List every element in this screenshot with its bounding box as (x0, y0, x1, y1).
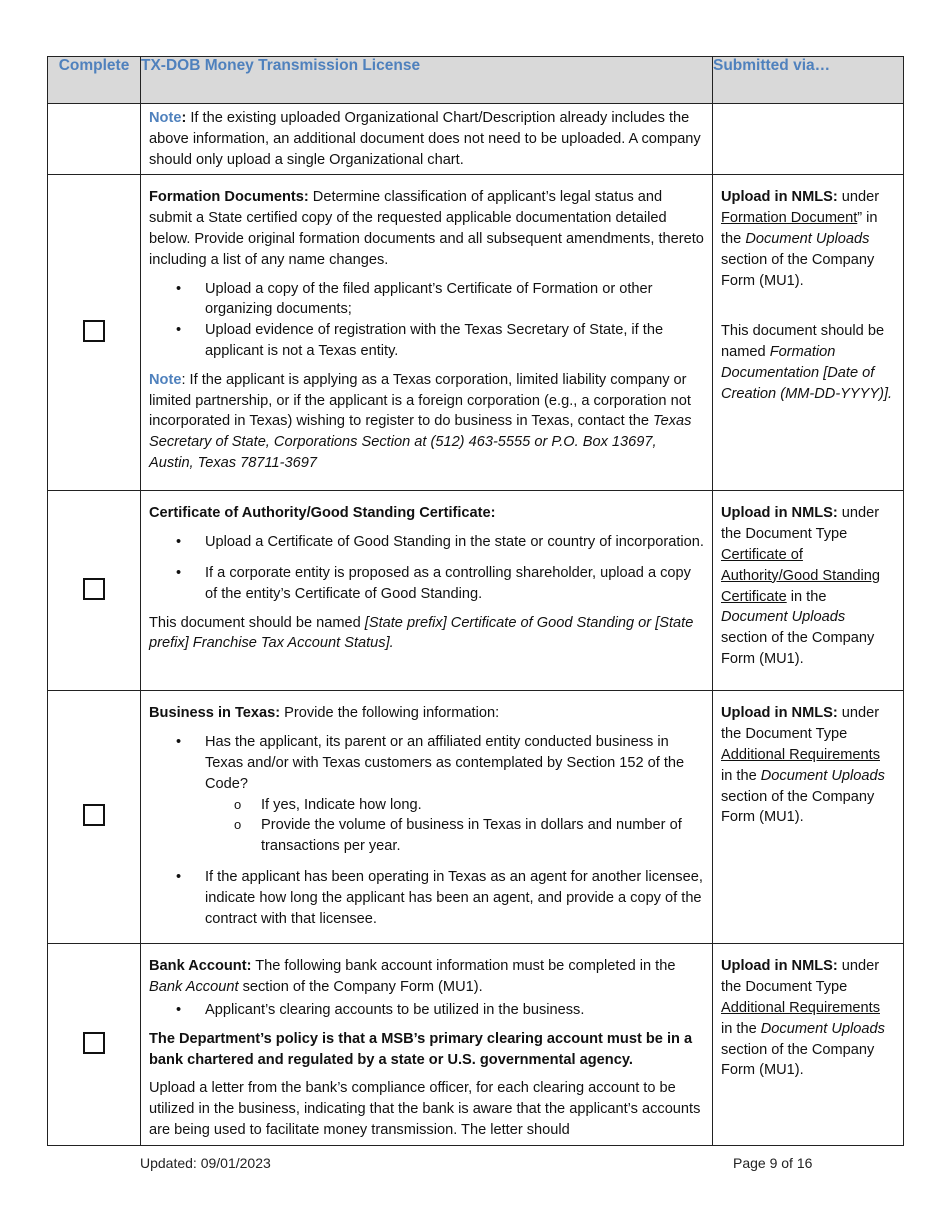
business-intro: Business in Texas: Provide the following information: (149, 705, 500, 722)
submitted-cell-empty (713, 104, 904, 175)
complete-cell (48, 691, 141, 944)
authority-bullet-list (149, 532, 704, 604)
header-complete: Complete (48, 57, 141, 104)
checkbox-bank-account[interactable] (83, 1032, 105, 1054)
list-item: • If the applicant has been operating in Texas as an agent for another licensee, indicate how long the applicant has been an agent, and provide a copy of the contract with that licensee. (149, 867, 704, 929)
list-item: o If yes, Indicate how long. (205, 795, 704, 816)
checkbox-business-in-texas[interactable] (83, 804, 105, 826)
submitted-via-cell (713, 175, 904, 491)
list-item: • Upload a copy of the filed applicant’s Certificate of Formation or other organizing documents; (149, 279, 704, 321)
list-item: o Provide the volume of business in Texas in dollars and number of transactions per year. (205, 815, 704, 857)
document-type-link[interactable]: Formation Document (721, 210, 858, 227)
document-type-link[interactable]: Additional Requirements (721, 999, 880, 1016)
footer-page-number: Page 9 of 16 (733, 1155, 813, 1171)
document-type-link[interactable]: Additional Requirements (721, 746, 880, 763)
document-naming-text: This document should be named Formation Documentation [Date of Creation (MM-DD-YYYY)]. (721, 323, 893, 402)
document-naming-text: This document should be named [State prefix] Certificate of Good Standing or [State prefix] Franchise Tax Account Status]. (149, 614, 694, 652)
submitted-via-cell (713, 491, 904, 691)
formation-intro: Formation Documents: Determine classification of applicant’s legal status and submit a State certified copy of the requested applicable documentation detailed below. Provide original formation documents and all subsequent amendments, thereto including a list of any name changes. (149, 189, 704, 268)
formation-bullet-list (149, 279, 704, 362)
table-header-row (48, 57, 904, 104)
business-bullet-list-2 (149, 867, 704, 929)
note-paragraph: Note: If the existing uploaded Organizational Chart/Description already includes the above information, an additional document does not need to be uploaded. A company should only upload a single Organizational chart. (149, 110, 701, 168)
list-item: • Upload evidence of registration with the Texas Secretary of State, if the applicant is not a Texas entity. (149, 320, 704, 362)
table-row-bank-account (48, 944, 904, 1145)
requirement-cell (141, 691, 713, 944)
note-label: Note (149, 371, 182, 388)
table-row-org-chart-note (48, 104, 904, 175)
requirements-table (47, 56, 904, 1146)
bank-intro: Bank Account: The following bank account information must be completed in the Bank Account section of the Company Form (MU1). (149, 958, 676, 996)
header-submitted-via: Submitted via… (713, 57, 904, 104)
complete-cell (48, 491, 141, 691)
bank-bullet-list (149, 1000, 704, 1021)
business-sub-list (205, 795, 704, 857)
footer-updated-date: Updated: 09/01/2023 (140, 1155, 271, 1171)
document-type-link[interactable]: Certificate of Authority/Good Standing Certificate (721, 546, 881, 605)
complete-cell-empty (48, 104, 141, 175)
formation-note: Note: If the applicant is applying as a Texas corporation, limited liability company or limited partnership, or if the applicant is a foreign corporation (e.g., a corporation not incorporated in Texas) wishing to register to do business in Texas, contact the Texas Secretary of State, Corporations Section at (512) 463-5555 or P.O. Box 13697, Austin, Texas 78711-3697 (149, 371, 692, 471)
complete-cell (48, 175, 141, 491)
table-row-certificate-of-authority (48, 491, 904, 691)
submitted-via-text: Upload in NMLS: under Formation Document” in the Document Uploads section of the Company Form (MU1). (721, 189, 880, 289)
formation-title: Formation Documents: (149, 189, 309, 206)
list-item: • Applicant’s clearing accounts to be utilized in the business. (149, 1000, 704, 1021)
requirement-cell (141, 491, 713, 691)
authority-title: Certificate of Authority/Good Standing Certificate: (149, 505, 496, 522)
list-item: • If a corporate entity is proposed as a controlling shareholder, upload a copy of the entity’s Certificate of Good Standing. (149, 563, 704, 605)
list-item: • Upload a Certificate of Good Standing in the state or country of incorporation. (149, 532, 704, 553)
submitted-via-text: Upload in NMLS: under the Document Type Additional Requirements in the Document Uploads section of the Company Form (MU1). (721, 705, 885, 826)
business-title: Business in Texas: (149, 705, 281, 722)
list-item: • Has the applicant, its parent or an affiliated entity conducted business in Texas and/or with Texas customers as contemplated by Section 152 of the Code? o If yes, Indicate how long. o Provide the volume of business in Texas in dollars and number of transactions per year. (149, 732, 704, 857)
requirement-cell (141, 944, 713, 1145)
checkbox-certificate-of-authority[interactable] (83, 578, 105, 600)
bank-letter-text: Upload a letter from the bank’s compliance officer, for each clearing account to be utilized in the business, indicating that the bank is aware that the applicant’s accounts are being used to facilitate money transmission. The letter should (149, 1080, 701, 1138)
table-row-business-in-texas (48, 691, 904, 944)
submitted-via-text: Upload in NMLS: under the Document Type Additional Requirements in the Document Uploads section of the Company Form (MU1). (721, 958, 885, 1079)
table-row-formation-documents (48, 175, 904, 491)
complete-cell (48, 944, 141, 1145)
header-license-title: TX-DOB Money Transmission License (141, 57, 713, 104)
note-label: Note (149, 110, 182, 126)
submitted-via-cell (713, 691, 904, 944)
bank-title: Bank Account: (149, 958, 252, 975)
requirement-cell (141, 104, 713, 175)
requirement-cell (141, 175, 713, 491)
business-bullet-list (149, 732, 704, 857)
submitted-via-text: Upload in NMLS: under the Document Type Certificate of Authority/Good Standing Certificate in the Document Uploads section of the Company Form (MU1). (721, 505, 881, 667)
checkbox-formation-documents[interactable] (83, 320, 105, 342)
bank-policy: The Department’s policy is that a MSB’s primary clearing account must be in a bank chartered and regulated by a state or U.S. governmental agency. (149, 1030, 693, 1068)
submitted-via-cell (713, 944, 904, 1145)
